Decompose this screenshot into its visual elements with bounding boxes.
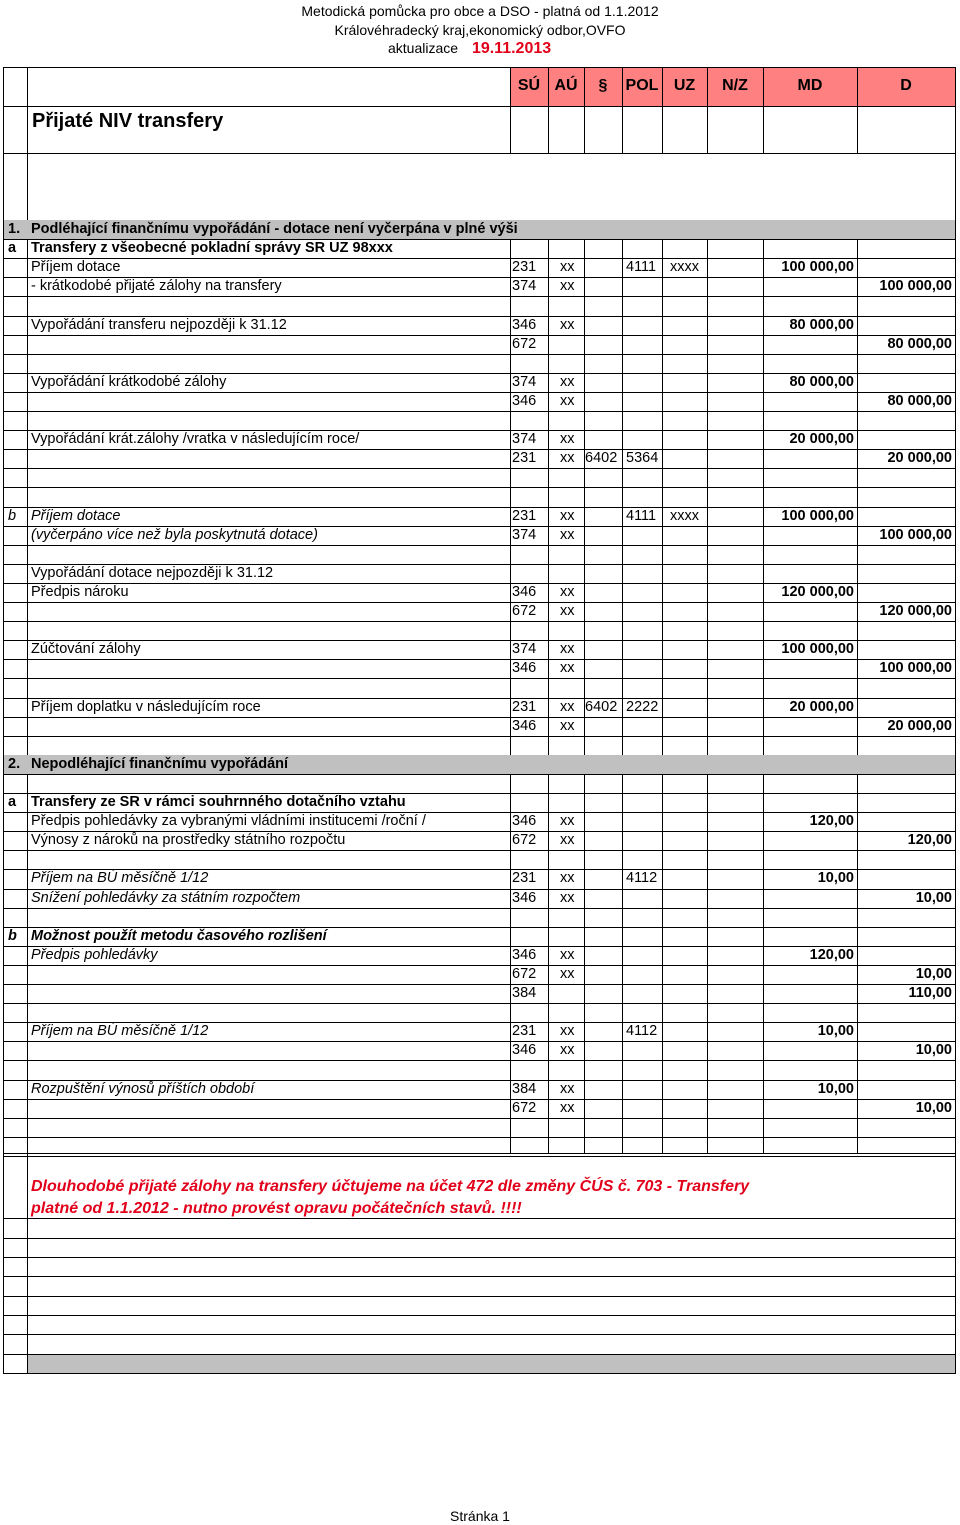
cell-au: xx: [560, 1099, 575, 1116]
cell-su: 672: [512, 335, 537, 352]
header-line-2: Královéhradecký kraj,ekonomický odbor,OVFO: [334, 22, 626, 38]
cell-paragraph: 6402: [585, 450, 618, 467]
cell-au: xx: [560, 813, 575, 830]
row-text: Předpis pohledávky za vybranými vládními institucemi /roční /: [31, 813, 426, 830]
row-text: Příjem dotace: [31, 507, 121, 524]
grid-row-line: [3, 678, 956, 679]
cell-au: xx: [560, 870, 575, 887]
column-header-md: MD: [797, 77, 823, 94]
cell-su: 231: [512, 698, 537, 715]
cell-su: 231: [512, 507, 537, 524]
grid-col-divider: [707, 220, 708, 1153]
cell-su: 231: [512, 870, 537, 887]
cell-su: 672: [512, 832, 537, 849]
grid-row-line: [3, 602, 956, 603]
grid-row-line: [3, 392, 956, 393]
grid-row-line: [3, 1099, 956, 1100]
cell-au: xx: [560, 698, 575, 715]
cell-su: 346: [512, 316, 537, 333]
cell-au: xx: [560, 965, 575, 982]
update-label: aktualizace: [388, 40, 459, 56]
grid-row-line: [3, 1257, 956, 1258]
cell-au: xx: [560, 660, 575, 677]
cell-d: 120 000,00: [879, 603, 952, 619]
cell-su: 346: [512, 717, 537, 734]
row-text: Podléhající finančnímu vypořádání - dotace není vyčerpána v plné výši: [31, 221, 518, 237]
update-date: 19.11.2013: [471, 40, 552, 57]
grid-row-line: [3, 354, 956, 355]
grid-row-line: [3, 774, 956, 775]
header-row-line: [3, 106, 956, 107]
grid-row-line: [3, 411, 956, 412]
cell-au: xx: [560, 450, 575, 467]
cell-au: xx: [560, 526, 575, 543]
row-text: Možnost použít metodu časového rozlišení: [31, 927, 327, 944]
row-number: 1.: [8, 221, 21, 237]
cell-md: 10,00: [817, 1080, 854, 1097]
row-number: b: [8, 927, 17, 944]
grid-row-line: [3, 1296, 956, 1297]
cell-au: xx: [560, 641, 575, 658]
grid-row-line: [3, 1153, 956, 1154]
cell-su: 374: [512, 373, 537, 390]
cell-su: 231: [512, 450, 537, 467]
grid-row-line: [3, 487, 956, 488]
cell-d: 20 000,00: [887, 717, 952, 734]
grid-col-divider: [27, 67, 28, 1374]
row-text: Nepodléhající finančnímu vypořádání: [31, 755, 289, 772]
cell-su: 384: [512, 985, 537, 1001]
grid-row-line: [3, 545, 956, 546]
grid-row-line: [3, 717, 956, 718]
cell-pol: 4112: [626, 870, 658, 887]
header-col-divider: [622, 67, 623, 154]
row-text: Rozpuštění výnosů příštích období: [31, 1080, 255, 1097]
grid-row-line: [3, 1041, 956, 1042]
header-col-divider: [548, 67, 549, 154]
cell-su: 231: [512, 1023, 537, 1040]
header-col-divider: [707, 67, 708, 154]
column-header-uz: UZ: [673, 77, 696, 94]
grid-row-line: [3, 1334, 956, 1335]
cell-uz: xxxx: [670, 507, 699, 524]
grid-row-line: [3, 1156, 956, 1157]
grid-row-line: [3, 1238, 956, 1239]
header-col-divider: [584, 67, 585, 154]
cell-au: xx: [560, 1080, 575, 1097]
column-header-pol: POL: [625, 77, 659, 94]
cell-su: 346: [512, 889, 537, 906]
cell-d: 110,00: [908, 985, 952, 1001]
cell-d: 10,00: [915, 889, 952, 906]
grid-row-line: [3, 850, 956, 851]
cell-au: xx: [560, 889, 575, 906]
frame-right: [955, 67, 956, 1374]
cell-pol: 4112: [626, 1023, 658, 1040]
cell-au: xx: [560, 717, 575, 734]
grid-col-divider: [622, 220, 623, 1153]
cell-uz: xxxx: [670, 259, 699, 276]
cell-paragraph: 6402: [585, 698, 618, 715]
column-header-au: AÚ: [554, 77, 578, 94]
update-info: [388, 40, 551, 58]
row-number: 2.: [8, 755, 21, 772]
grid-row-line: [3, 1003, 956, 1004]
grid-row-line: [3, 1315, 956, 1316]
cell-au: xx: [560, 1042, 575, 1059]
grid-col-divider: [763, 220, 764, 1153]
row-text: Transfery ze SR v rámci souhrnného dotačního vztahu: [31, 794, 406, 810]
cell-au: xx: [560, 603, 575, 619]
cell-d: 80 000,00: [887, 392, 952, 409]
grid-row-line: [3, 908, 956, 909]
row-text: Příjem dotace: [31, 259, 121, 276]
cell-md: 120,00: [809, 946, 854, 963]
row-text: Příjem na BÚ měsíčně 1/12: [31, 1023, 209, 1040]
grid-row-line: [3, 1276, 956, 1277]
header-row-line: [3, 153, 956, 154]
cell-au: xx: [560, 431, 575, 448]
grid-row-line: [3, 1060, 956, 1061]
cell-au: xx: [560, 259, 575, 276]
page-title: Přijaté NIV transfery: [32, 110, 224, 132]
cell-md: 80 000,00: [789, 373, 854, 390]
cell-md: 20 000,00: [789, 431, 854, 448]
cell-md: 120,00: [809, 813, 854, 830]
row-number: a: [8, 240, 17, 257]
grid-col-divider: [548, 220, 549, 1153]
cell-pol: 5364: [626, 450, 659, 467]
header-line-1: Metodická pomůcka pro obce a DSO - platná od 1.1.2012: [301, 3, 659, 19]
row-text: Zúčtování zálohy: [31, 641, 141, 658]
cell-md: 10,00: [817, 1023, 854, 1040]
grid-row-line: [3, 736, 956, 737]
grid-col-divider: [510, 220, 511, 1153]
cell-pol: 2222: [626, 698, 659, 715]
cell-md: 100 000,00: [781, 507, 854, 524]
grid-row-line: [3, 1118, 956, 1119]
cell-md: 10,00: [817, 870, 854, 887]
row-text: Výnosy z nároků na prostředky státního rozpočtu: [31, 832, 346, 849]
grid-row-line: [3, 1218, 956, 1219]
cell-d: 100 000,00: [879, 526, 952, 543]
cell-d: 10,00: [915, 1042, 952, 1059]
cell-su: 374: [512, 526, 537, 543]
cell-su: 672: [512, 603, 537, 619]
cell-d: 120,00: [907, 832, 952, 849]
cell-au: xx: [560, 316, 575, 333]
cell-su: 374: [512, 278, 537, 295]
warning-note-line-1: Dlouhodobé přijaté zálohy na transfery účtujeme na účet 472 dle změny ČÚS č. 703 - Transfery: [31, 1178, 750, 1195]
cell-d: 100 000,00: [879, 278, 952, 295]
row-text: Předpis nároku: [31, 583, 129, 600]
grid-row-line: [3, 335, 956, 336]
row-text: Příjem doplatku v následujícím roce: [31, 698, 261, 715]
header-col-divider: [510, 67, 511, 154]
cell-md: 120 000,00: [781, 583, 854, 600]
cell-su: 384: [512, 1080, 537, 1097]
cell-su: 672: [512, 965, 537, 982]
cell-su: 231: [512, 259, 537, 276]
header-col-divider: [763, 67, 764, 154]
cell-md: 100 000,00: [781, 259, 854, 276]
row-text: Vypořádání dotace nejpozději k 31.12: [31, 564, 274, 581]
cell-md: 80 000,00: [789, 316, 854, 333]
column-header-nz: N/Z: [722, 77, 748, 94]
grid-row-line: [3, 621, 956, 622]
grid-row-line: [3, 984, 956, 985]
grid-row-line: [3, 296, 956, 297]
cell-d: 10,00: [915, 1099, 952, 1116]
header-col-divider: [857, 67, 858, 154]
frame-left: [3, 67, 4, 1374]
warning-note-line-2: platné od 1.1.2012 - nutno provést opravu počátečních stavů. !!!!: [31, 1200, 522, 1217]
row-text: Transfery z všeobecné pokladní správy SR UZ 98xxx: [31, 240, 393, 257]
cell-su: 346: [512, 392, 537, 409]
cell-su: 346: [512, 946, 537, 963]
cell-au: xx: [560, 1023, 575, 1040]
grid-col-divider: [857, 220, 858, 1153]
row-number: b: [8, 507, 17, 524]
cell-su: 346: [512, 1042, 537, 1059]
column-header-d: D: [900, 77, 912, 94]
row-number: a: [8, 794, 17, 810]
cell-md: 20 000,00: [789, 698, 854, 715]
frame-bottom: [3, 1373, 956, 1374]
cell-au: xx: [560, 832, 575, 849]
row-text: Vypořádání krátkodobé zálohy: [31, 373, 227, 390]
row-text: Vypořádání krát.zálohy /vratka v následujícím roce/: [31, 431, 360, 448]
cell-au: xx: [560, 373, 575, 390]
row-text: (vyčerpáno více než byla poskytnutá dotace): [31, 526, 318, 543]
cell-md: 100 000,00: [781, 641, 854, 658]
frame-top: [3, 67, 956, 68]
cell-au: xx: [560, 583, 575, 600]
grid-col-divider: [584, 220, 585, 1153]
cell-au: xx: [560, 392, 575, 409]
cell-d: 100 000,00: [879, 660, 952, 677]
row-text: Snížení pohledávky za státním rozpočtem: [31, 889, 301, 906]
row-text: - krátkodobé přijaté zálohy na transfery: [31, 278, 282, 295]
grid-row-line: [3, 449, 956, 450]
grid-row-line: [3, 468, 956, 469]
cell-d: 20 000,00: [887, 450, 952, 467]
grid-row-line: [3, 965, 956, 966]
column-header-su: SÚ: [517, 77, 541, 94]
column-header-par: §: [598, 77, 608, 94]
grid-row-line: [3, 659, 956, 660]
page-footer: Stránka 1: [450, 1508, 510, 1524]
cell-pol: 4111: [626, 259, 657, 276]
bottom-band: [28, 1354, 955, 1373]
grid-col-divider: [662, 220, 663, 1153]
cell-su: 374: [512, 431, 537, 448]
cell-au: xx: [560, 278, 575, 295]
row-text: Předpis pohledávky: [31, 946, 158, 963]
cell-su: 346: [512, 583, 537, 600]
header-col-divider: [662, 67, 663, 154]
cell-d: 10,00: [915, 965, 952, 982]
cell-su: 672: [512, 1099, 537, 1116]
cell-su: 374: [512, 641, 537, 658]
cell-au: xx: [560, 507, 575, 524]
cell-su: 346: [512, 660, 537, 677]
grid-row-line: [3, 1354, 956, 1355]
cell-su: 346: [512, 813, 537, 830]
cell-pol: 4111: [626, 507, 657, 524]
row-text: Vypořádání transferu nejpozději k 31.12: [31, 316, 287, 333]
cell-au: xx: [560, 946, 575, 963]
cell-d: 80 000,00: [887, 335, 952, 352]
row-text: Příjem na BÚ měsíčně 1/12: [31, 870, 209, 887]
grid-row-line: [3, 1137, 956, 1138]
